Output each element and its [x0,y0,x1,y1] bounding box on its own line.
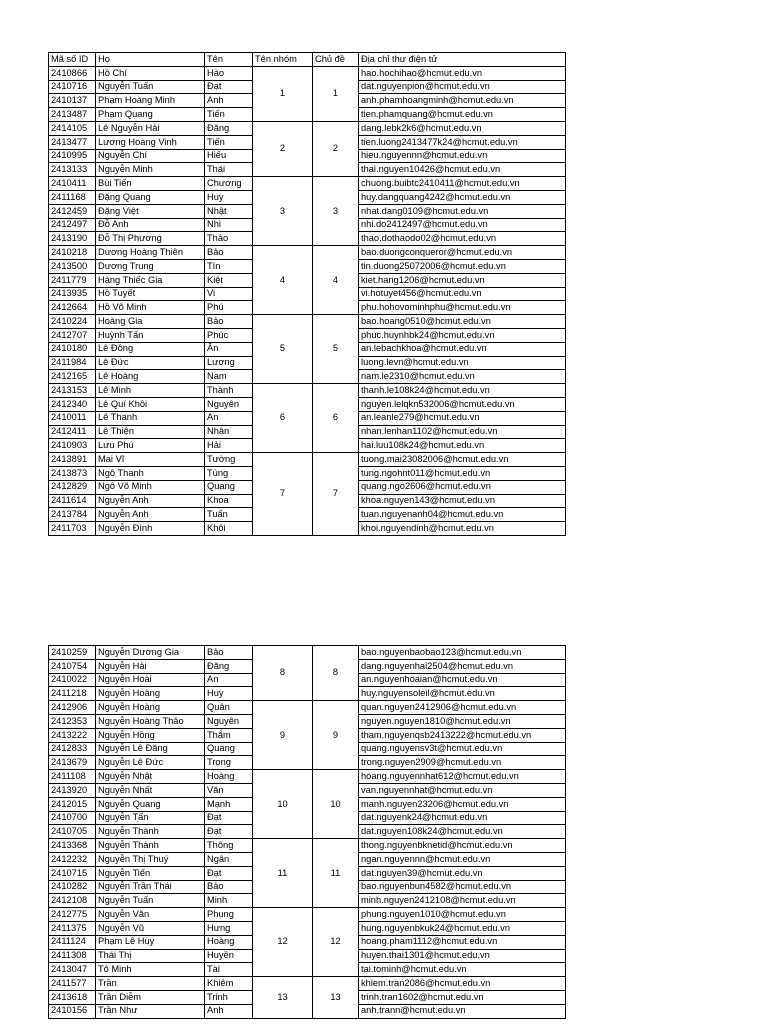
last-name-cell: Nguyễn Dương Gia [96,646,205,660]
last-name-cell: Đỗ Anh [96,218,205,232]
first-name-cell: Kiệt [205,273,253,287]
student-id-cell: 2413873 [49,466,96,480]
email-cell: dang.lebk2k6@hcmut.edu.vn [359,121,566,135]
last-name-cell: Nguyễn Tiến [96,866,205,880]
student-id-cell: 2410903 [49,439,96,453]
header-email: Địa chỉ thư điện tử [359,53,566,67]
last-name-cell: Nguyễn Hoàng Thảo [96,714,205,728]
group-cell: 9 [253,701,313,770]
table-row [49,977,566,991]
last-name-cell: Nguyễn Tuấn [96,894,205,908]
student-id-cell: 2414105 [49,121,96,135]
first-name-cell: Anh [205,1004,253,1018]
student-id-cell: 2413487 [49,108,96,122]
first-name-cell: Hải [205,439,253,453]
first-name-cell: Thái [205,163,253,177]
student-id-cell: 2412829 [49,480,96,494]
email-cell: khoa.nguyen143@hcmut.edu.vn [359,494,566,508]
first-name-cell: Mạnh [205,797,253,811]
last-name-cell: Hồ Võ Minh [96,301,205,315]
header-topic: Chủ đề [313,53,359,67]
topic-cell: 2 [313,121,359,176]
last-name-cell: Lưu Phú [96,439,205,453]
first-name-cell: Tuấn [205,508,253,522]
last-name-cell: Hồ Tuyết [96,287,205,301]
student-id-cell: 2411308 [49,949,96,963]
topic-cell: 7 [313,453,359,536]
last-name-cell: Phạm Lê Huy [96,935,205,949]
last-name-cell: Ngô Thanh [96,466,205,480]
last-name-cell: Nguyễn Minh [96,163,205,177]
topic-cell: 12 [313,908,359,977]
student-id-cell: 2410705 [49,825,96,839]
last-name-cell: Hoàng Gia [96,315,205,329]
email-cell: huyen.thai1301@hcmut.edu.vn [359,949,566,963]
first-name-cell: Thành [205,384,253,398]
first-name-cell: Hào [205,66,253,80]
table-row [49,66,566,80]
email-cell: an.nguyenhoaian@hcmut.edu.vn [359,673,566,687]
email-cell: tuong.mai23082006@hcmut.edu.vn [359,453,566,467]
email-cell: trinh.tran1602@hcmut.edu.vn [359,990,566,1004]
topic-cell: 8 [313,646,359,701]
email-cell: quan.nguyen2412906@hcmut.edu.vn [359,701,566,715]
student-id-cell: 2412707 [49,328,96,342]
email-cell: dang.nguyenhai2504@hcmut.edu.vn [359,659,566,673]
topic-cell: 3 [313,177,359,246]
first-name-cell: Văn [205,783,253,797]
first-name-cell: Phụng [205,908,253,922]
email-cell: nhan.lenhan1102@hcmut.edu.vn [359,425,566,439]
email-cell: thao.dothaodo02@hcmut.edu.vn [359,232,566,246]
student-id-cell: 2411108 [49,770,96,784]
student-id-cell: 2413153 [49,384,96,398]
email-cell: bao.hoang0510@hcmut.edu.vn [359,315,566,329]
email-cell: bao.nguyenbaobao123@hcmut.edu.vn [359,646,566,660]
last-name-cell: Lê Đức [96,356,205,370]
first-name-cell: An [205,673,253,687]
first-name-cell: Vi [205,287,253,301]
student-id-cell: 2412411 [49,425,96,439]
student-id-cell: 2413618 [49,990,96,1004]
first-name-cell: Quang [205,480,253,494]
first-name-cell: Đạt [205,811,253,825]
email-cell: manh.nguyen23206@hcmut.edu.vn [359,797,566,811]
last-name-cell: Nguyễn Hoài [96,673,205,687]
email-cell: dat.nguyenk24@hcmut.edu.vn [359,811,566,825]
header-id: Mã số ID [49,53,96,67]
email-cell: hieu.nguyennn@hcmut.edu.vn [359,149,566,163]
last-name-cell: Nguyễn Anh [96,494,205,508]
email-cell: tham.nguyenqsb2413222@hcmut.edu.vn [359,728,566,742]
first-name-cell: Khôi [205,522,253,536]
first-name-cell: Anh [205,94,253,108]
first-name-cell: Khoa [205,494,253,508]
last-name-cell: Trần Diễm [96,990,205,1004]
email-cell: nam.le2310@hcmut.edu.vn [359,370,566,384]
last-name-cell: Huỳnh Tấn [96,328,205,342]
email-cell: an.lebachkhoa@hcmut.edu.vn [359,342,566,356]
last-name-cell: Dương Trung [96,259,205,273]
last-name-cell: Ngô Võ Minh [96,480,205,494]
student-id-cell: 2412497 [49,218,96,232]
last-name-cell: Thái Thị [96,949,205,963]
student-id-cell: 2410224 [49,315,96,329]
last-name-cell: Phạm Hoàng Minh [96,94,205,108]
student-id-cell: 2410218 [49,246,96,260]
last-name-cell: Hồ Chí [96,66,205,80]
email-cell: khoi.nguyendinh@hcmut.edu.vn [359,522,566,536]
table-row [49,315,566,329]
last-name-cell: Bùi Tiến [96,177,205,191]
student-id-cell: 2410700 [49,811,96,825]
student-id-cell: 2413679 [49,756,96,770]
email-cell: thong.nguyenbknetid@hcmut.edu.vn [359,839,566,853]
student-id-cell: 2410011 [49,411,96,425]
first-name-cell: Nhật [205,204,253,218]
last-name-cell: Phạm Quang [96,108,205,122]
group-cell: 1 [253,66,313,121]
student-id-cell: 2413500 [49,259,96,273]
first-name-cell: Ân [205,342,253,356]
email-cell: tai.tominh@hcmut.edu.vn [359,963,566,977]
email-cell: bao.duongconqueror@hcmut.edu.vn [359,246,566,260]
table-row [49,384,566,398]
email-cell: nhi.do2412497@hcmut.edu.vn [359,218,566,232]
table-row [49,646,566,660]
email-cell: hao.hochihao@hcmut.edu.vn [359,66,566,80]
student-id-cell: 2412459 [49,204,96,218]
student-id-cell: 2410754 [49,659,96,673]
email-cell: ngan.nguyennn@hcmut.edu.vn [359,852,566,866]
first-name-cell: Huyền [205,949,253,963]
student-id-cell: 2411984 [49,356,96,370]
student-table-bottom [48,645,566,1019]
email-cell: hoang.nguyennhat612@hcmut.edu.vn [359,770,566,784]
topic-cell: 1 [313,66,359,121]
student-id-cell: 2410282 [49,880,96,894]
first-name-cell: An [205,411,253,425]
last-name-cell: Lê Minh [96,384,205,398]
topic-cell: 10 [313,770,359,839]
student-id-cell: 2413368 [49,839,96,853]
email-cell: phung.nguyen1010@hcmut.edu.vn [359,908,566,922]
student-id-cell: 2410137 [49,94,96,108]
first-name-cell: Tùng [205,466,253,480]
table-row [49,177,566,191]
first-name-cell: Phúc [205,328,253,342]
last-name-cell: Nguyễn Thị Thuý [96,852,205,866]
first-name-cell: Bảo [205,315,253,329]
student-id-cell: 2410259 [49,646,96,660]
email-cell: chuong.buibtc2410411@hcmut.edu.vn [359,177,566,191]
student-id-cell: 2413935 [49,287,96,301]
student-id-cell: 2413047 [49,963,96,977]
first-name-cell: Nhân [205,425,253,439]
email-cell: phu.hohovominhphu@hcmut.edu.vn [359,301,566,315]
topic-cell: 5 [313,315,359,384]
student-id-cell: 2412340 [49,397,96,411]
email-cell: huy.dangquang4242@hcmut.edu.vn [359,190,566,204]
last-name-cell: Nguyễn Văn [96,908,205,922]
student-id-cell: 2412833 [49,742,96,756]
last-name-cell: Nguyễn Nhật [96,770,205,784]
header-ho: Họ [96,53,205,67]
email-cell: hung.nguyenbkuk24@hcmut.edu.vn [359,921,566,935]
first-name-cell: Phú [205,301,253,315]
group-cell: 7 [253,453,313,536]
last-name-cell: Lê Thiện [96,425,205,439]
email-cell: bao.nguyenbun4582@hcmut.edu.vn [359,880,566,894]
last-name-cell: Mai Vĩ [96,453,205,467]
first-name-cell: Quang [205,742,253,756]
table-row [49,246,566,260]
first-name-cell: Thông [205,839,253,853]
header-row [49,53,566,67]
topic-cell: 4 [313,246,359,315]
first-name-cell: Đăng [205,121,253,135]
last-name-cell: Nguyễn Tuấn [96,80,205,94]
last-name-cell: Nguyễn Đình [96,522,205,536]
first-name-cell: Hưng [205,921,253,935]
student-id-cell: 2412664 [49,301,96,315]
header-group: Tên nhóm [253,53,313,67]
first-name-cell: Huy [205,190,253,204]
student-id-cell: 2413920 [49,783,96,797]
student-id-cell: 2413477 [49,135,96,149]
table-row [49,453,566,467]
first-name-cell: Bảo [205,246,253,260]
table-row [49,701,566,715]
email-cell: nhat.dang0109@hcmut.edu.vn [359,204,566,218]
email-cell: huy.nguyensoleil@hcmut.edu.vn [359,687,566,701]
email-cell: an.leanle279@hcmut.edu.vn [359,411,566,425]
email-cell: vi.hotuyet456@hcmut.edu.vn [359,287,566,301]
last-name-cell: Lê Thanh [96,411,205,425]
student-id-cell: 2412353 [49,714,96,728]
student-table-top [48,52,566,536]
email-cell: nguyen.nguyen1810@hcmut.edu.vn [359,714,566,728]
topic-cell: 13 [313,977,359,1018]
first-name-cell: Nam [205,370,253,384]
last-name-cell: Nguyễn Thành [96,839,205,853]
email-cell: khiem.tran2086@hcmut.edu.vn [359,977,566,991]
first-name-cell: Hoàng [205,770,253,784]
header-ten: Tên [205,53,253,67]
group-cell: 6 [253,384,313,453]
first-name-cell: Nguyên [205,714,253,728]
last-name-cell: Nguyễn Hoàng [96,701,205,715]
last-name-cell: Nguyễn Trần Thái [96,880,205,894]
email-cell: anh.trann@hcmut.edu.vn [359,1004,566,1018]
first-name-cell: Ngân [205,852,253,866]
last-name-cell: Dương Hoàng Thiên [96,246,205,260]
last-name-cell: Hàng Thiếc Gia [96,273,205,287]
email-cell: quang.nguyensv3t@hcmut.edu.vn [359,742,566,756]
first-name-cell: Đăng [205,659,253,673]
topic-cell: 11 [313,839,359,908]
student-id-cell: 2410156 [49,1004,96,1018]
email-cell: thanh.le108k24@hcmut.edu.vn [359,384,566,398]
student-id-cell: 2412108 [49,894,96,908]
email-cell: nguyen.lelqkn532006@hcmut.edu.vn [359,397,566,411]
student-id-cell: 2410715 [49,866,96,880]
last-name-cell: Nguyễn Chí [96,149,205,163]
last-name-cell: Lê Quí Khôi [96,397,205,411]
student-id-cell: 2411703 [49,522,96,536]
first-name-cell: Nhi [205,218,253,232]
email-cell: tin.duong25072006@hcmut.edu.vn [359,259,566,273]
student-id-cell: 2411577 [49,977,96,991]
student-id-cell: 2412232 [49,852,96,866]
topic-cell: 6 [313,384,359,453]
group-cell: 8 [253,646,313,701]
group-cell: 13 [253,977,313,1018]
email-cell: dat.nguyenpion@hcmut.edu.vn [359,80,566,94]
student-id-cell: 2412165 [49,370,96,384]
student-id-cell: 2413222 [49,728,96,742]
student-id-cell: 2413133 [49,163,96,177]
student-id-cell: 2411614 [49,494,96,508]
first-name-cell: Trọng [205,756,253,770]
last-name-cell: Lương Hoàng Vinh [96,135,205,149]
student-id-cell: 2410022 [49,673,96,687]
first-name-cell: Bảo [205,880,253,894]
email-cell: minh.nguyen2412108@hcmut.edu.vn [359,894,566,908]
student-id-cell: 2410866 [49,66,96,80]
first-name-cell: Trinh [205,990,253,1004]
last-name-cell: Nguyễn Lê Đức [96,756,205,770]
first-name-cell: Thảo [205,232,253,246]
last-name-cell: Nguyễn Tấn [96,811,205,825]
student-id-cell: 2411218 [49,687,96,701]
last-name-cell: Đỗ Thị Phương [96,232,205,246]
last-name-cell: Nguyễn Thành [96,825,205,839]
email-cell: phuc.huynhbk24@hcmut.edu.vn [359,328,566,342]
first-name-cell: Hoàng [205,935,253,949]
group-cell: 5 [253,315,313,384]
email-cell: tung.ngohnt011@hcmut.edu.vn [359,466,566,480]
last-name-cell: Đặng Quang [96,190,205,204]
student-id-cell: 2412775 [49,908,96,922]
group-cell: 10 [253,770,313,839]
first-name-cell: Đạt [205,825,253,839]
first-name-cell: Tiến [205,108,253,122]
last-name-cell: Tô Minh [96,963,205,977]
first-name-cell: Đạt [205,80,253,94]
group-cell: 12 [253,908,313,977]
first-name-cell: Minh [205,894,253,908]
email-cell: hai.luu108k24@hcmut.edu.vn [359,439,566,453]
first-name-cell: Tín [205,259,253,273]
student-id-cell: 2413891 [49,453,96,467]
first-name-cell: Bảo [205,646,253,660]
last-name-cell: Lê Hoàng [96,370,205,384]
first-name-cell: Thắm [205,728,253,742]
email-cell: tien.luong2413477k24@hcmut.edu.vn [359,135,566,149]
email-cell: hoang.pham1112@hcmut.edu.vn [359,935,566,949]
student-id-cell: 2413784 [49,508,96,522]
first-name-cell: Quân [205,701,253,715]
student-id-cell: 2410995 [49,149,96,163]
last-name-cell: Nguyễn Nhất [96,783,205,797]
email-cell: thai.nguyen10426@hcmut.edu.vn [359,163,566,177]
table-row [49,121,566,135]
last-name-cell: Nguyễn Anh [96,508,205,522]
first-name-cell: Khiêm [205,977,253,991]
table-row [49,839,566,853]
last-name-cell: Nguyễn Vũ [96,921,205,935]
student-id-cell: 2412906 [49,701,96,715]
last-name-cell: Nguyễn Quang [96,797,205,811]
email-cell: tien.phamquang@hcmut.edu.vn [359,108,566,122]
student-id-cell: 2411124 [49,935,96,949]
group-cell: 11 [253,839,313,908]
first-name-cell: Hiếu [205,149,253,163]
group-cell: 3 [253,177,313,246]
last-name-cell: Đặng Việt [96,204,205,218]
student-id-cell: 2411375 [49,921,96,935]
first-name-cell: Tiến [205,135,253,149]
table-row [49,770,566,784]
table-row [49,908,566,922]
topic-cell: 9 [313,701,359,770]
email-cell: luong.levn@hcmut.edu.vn [359,356,566,370]
student-id-cell: 2411779 [49,273,96,287]
last-name-cell: Lê Đông [96,342,205,356]
group-cell: 4 [253,246,313,315]
first-name-cell: Tường [205,453,253,467]
last-name-cell: Nguyễn Hồng [96,728,205,742]
student-id-cell: 2410180 [49,342,96,356]
first-name-cell: Tài [205,963,253,977]
student-id-cell: 2411168 [49,190,96,204]
first-name-cell: Đạt [205,866,253,880]
last-name-cell: Nguyễn Hoàng [96,687,205,701]
student-id-cell: 2412015 [49,797,96,811]
student-id-cell: 2410411 [49,177,96,191]
last-name-cell: Trần Như [96,1004,205,1018]
last-name-cell: Lê Nguyễn Hải [96,121,205,135]
email-cell: trong.nguyen2909@hcmut.edu.vn [359,756,566,770]
email-cell: kiet.hang1206@hcmut.edu.vn [359,273,566,287]
last-name-cell: Trần [96,977,205,991]
group-cell: 2 [253,121,313,176]
email-cell: anh.phamhoangminh@hcmut.edu.vn [359,94,566,108]
student-id-cell: 2410716 [49,80,96,94]
last-name-cell: Nguyễn Hải [96,659,205,673]
student-id-cell: 2413190 [49,232,96,246]
email-cell: van.nguyennhat@hcmut.edu.vn [359,783,566,797]
email-cell: dat.nguyen108k24@hcmut.edu.vn [359,825,566,839]
first-name-cell: Chương [205,177,253,191]
first-name-cell: Nguyên [205,397,253,411]
first-name-cell: Lương [205,356,253,370]
last-name-cell: Nguyễn Lê Đăng [96,742,205,756]
first-name-cell: Huy [205,687,253,701]
email-cell: tuan.nguyenanh04@hcmut.edu.vn [359,508,566,522]
email-cell: dat.nguyen39@hcmut.edu.vn [359,866,566,880]
email-cell: quang.ngo2606@hcmut.edu.vn [359,480,566,494]
